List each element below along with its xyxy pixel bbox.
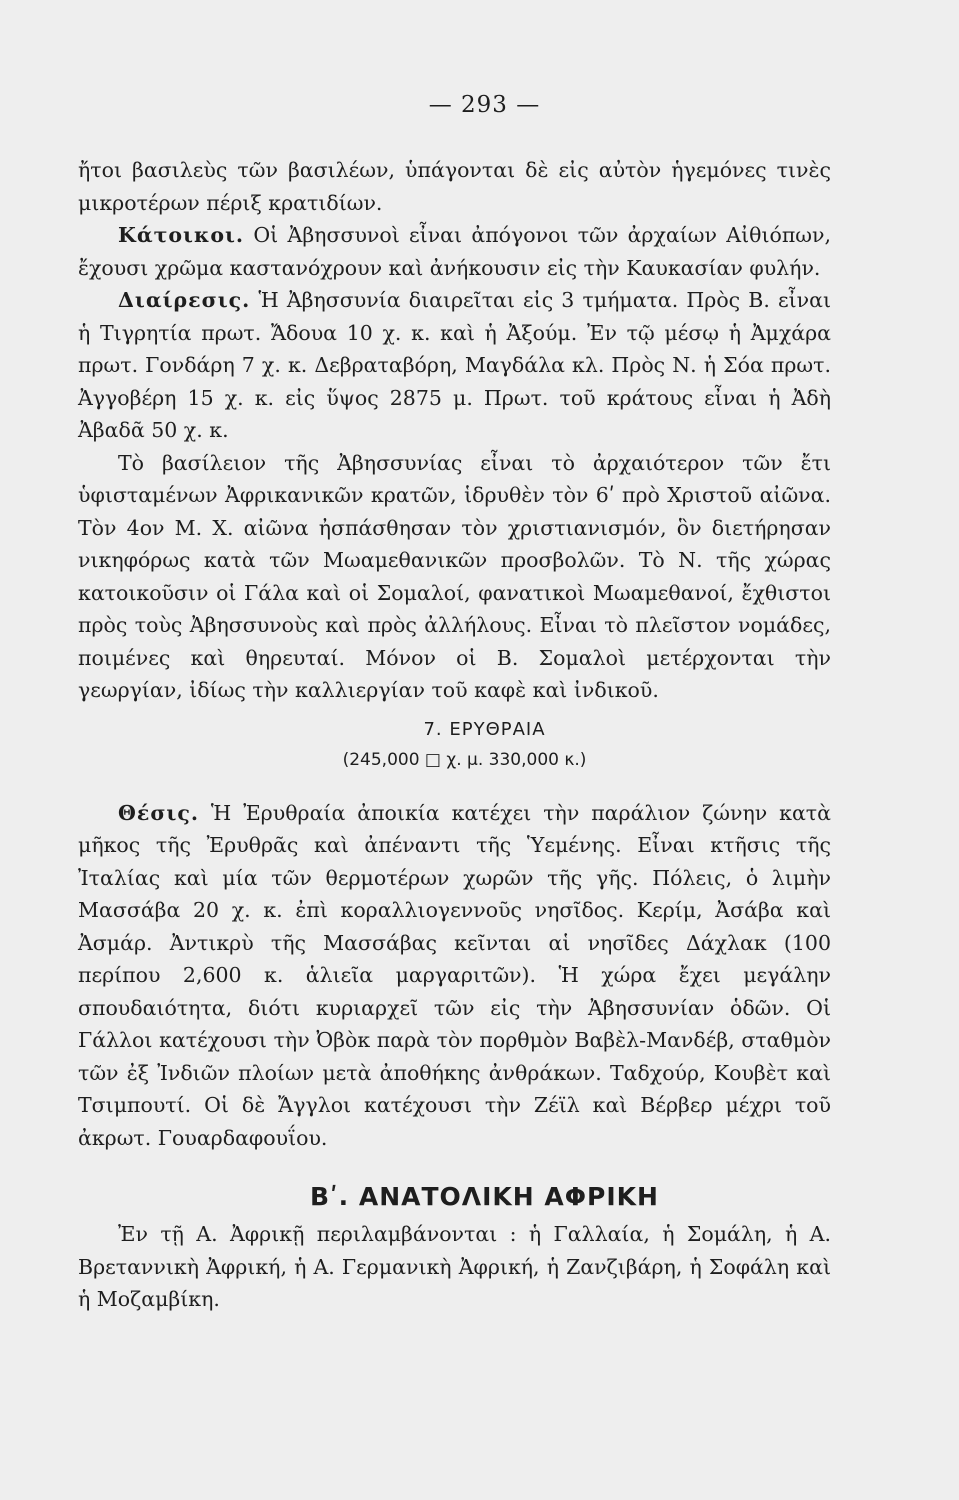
paragraph-continued: ἤτοι βασιλεὺς τῶν βασιλέων, ὑπάγονται δὲ εἰς αὐτὸν ἡγεμόνες τινὲς μικροτέρων πέριξ κρατιδίων.: [78, 158, 831, 215]
paragraph-division: [78, 284, 831, 447]
paragraph-kingdom: Τὸ βασίλειον τῆς Ἀβησσυνίας εἶναι τὸ ἀρχαιότερον τῶν ἔτι ὑφισταμένων Ἀφρικανικῶν κρατῶν, ἱδρυθὲν τὸν 6ʹ πρὸ Χριστοῦ αἰῶνα. Τὸν 4ον Μ. Χ. αἰῶνα ἠσπάσθησαν τὸν χριστιανισμόν, ὃν διετήρησαν νικηφόρως κατὰ τῶν Μωαμεθανικῶν προσβολῶν. Τὸ Ν. τῆς χώρας κατοικοῦσιν οἱ Γάλα καὶ οἱ Σομαλοί, φανατικοὶ Μωαμεθανοί, ἔχθιστοι πρὸς τοὺς Ἀβησσυνοὺς καὶ πρὸς ἀλλήλους. Εἶναι τὸ πλεῖστον νομάδες, ποιμένες καὶ θηρευταί. Μόνον οἱ Β. Σομαλοὶ μετέρχονται τὴν γεωργίαν, ἰδίως τὴν καλλιεργίαν τοῦ καφὲ καὶ ἰνδικοῦ.: [78, 450, 831, 702]
eritrea-area-population: (245,000 □ χ. μ. 330,000 κ.): [342, 749, 587, 770]
section-title-east-africa: Βʹ. ΑΝΑΤΟΛΙΚΗ ΑΦΡΙΚΗ: [310, 1182, 659, 1211]
division-text: Ἡ Ἀβησσυνία διαιρεῖται εἰς 3 τμήματα. Πρὸς Β. εἶναι ἡ Τιγρητία πρωτ. Ἄδουα 10 χ. κ. καὶ ἡ Ἀξούμ. Ἐν τῷ μέσῳ ἡ Ἀμχάρα πρωτ. Γονδάρη 7 χ. κ. Δεβραταβόρη, Μαγδάλα κλ. Πρὸς Ν. ἡ Σόα πρωτ. Ἀγγοβέρη 15 χ. κ. εἰς ὕψος 2875 μ. Πρωτ. τοῦ κράτους εἶναι ἡ Ἀδὴ Ἀβαδᾶ 50 χ. κ.: [78, 288, 831, 442]
eritrea-heading: 7. ΕΡΥΘΡΑΙΑ: [423, 718, 546, 740]
position-text: Ἡ Ἐρυθραία ἀποικία κατέχει τὴν παράλιον ζώνην κατὰ μῆκος τῆς Ἐρυθρᾶς καὶ ἀπέναντι τῆς Ὑεμένης. Εἶναι κτῆσις τῆς Ἰταλίας καὶ μία τῶν θερμοτέρων χωρῶν τῆς γῆς. Πόλεις, ὁ λιμὴν Μασσάβα 20 χ. κ. ἐπὶ κοραλλιογεννοῦς νησῖδος. Κερίμ, Ἀσάβα καὶ Ἀσμάρ. Ἀντικρὺ τῆς Μασσάβας κεῖνται αἱ νησῖδες Δάχλακ (100 περίπου 2,600 κ. ἁλιεῖα μαργαριτῶν). Ἡ χώρα ἔχει μεγάλην σπουδαιότητα, διότι κυριαρχεῖ τῶν εἰς τὴν Ἀβησσυνίαν ὁδῶν. Οἱ Γάλλοι κατέχουσι τὴν Ὀβὸκ παρὰ τὸν πορθμὸν Βαβὲλ-Μανδέβ, σταθμὸν τῶν ἐξ Ἰνδιῶν πλοίων μετὰ ἀποθήκης ἀνθράκων. Ταδχούρ, Κουβὲτ καὶ Τσιμπουτί. Οἱ δὲ Ἄγγλοι κατέχουσι τὴν Ζέϊλ καὶ Βέρβερ μέχρι τοῦ ἀκρωτ. Γουαρδαφουΐου.: [78, 800, 831, 1150]
division-heading: Διαίρεσις.: [118, 288, 251, 312]
paragraph-inhabitants: [78, 219, 831, 284]
inhabitants-heading: Κάτοικοι.: [118, 223, 245, 247]
inhabitants-text: Οἱ Ἀβησσυνοὶ εἶναι ἀπόγονοι τῶν ἀρχαίων Αἰθιόπων, ἔχουσι χρῶμα καστανόχρουν καὶ ἀνήκουσιν εἰς τὴν Καυκασίαν φυλήν.: [78, 223, 831, 280]
page-number: — 293 —: [428, 92, 541, 118]
paragraph-east-africa: Ἐν τῇ Α. Ἀφρικῇ περιλαμβάνονται : ἡ Γαλλαία, ἡ Σομάλη, ἡ Α. Βρεταννικὴ Ἀφρική, ἡ Α. Γερμανικὴ Ἀφρική, ἡ Ζανζιβάρη, ἡ Σοφάλη καὶ ἡ Μοζαμβίκη.: [78, 1222, 831, 1311]
position-heading: Θέσις.: [118, 800, 199, 825]
paragraph-position: [78, 797, 831, 1155]
